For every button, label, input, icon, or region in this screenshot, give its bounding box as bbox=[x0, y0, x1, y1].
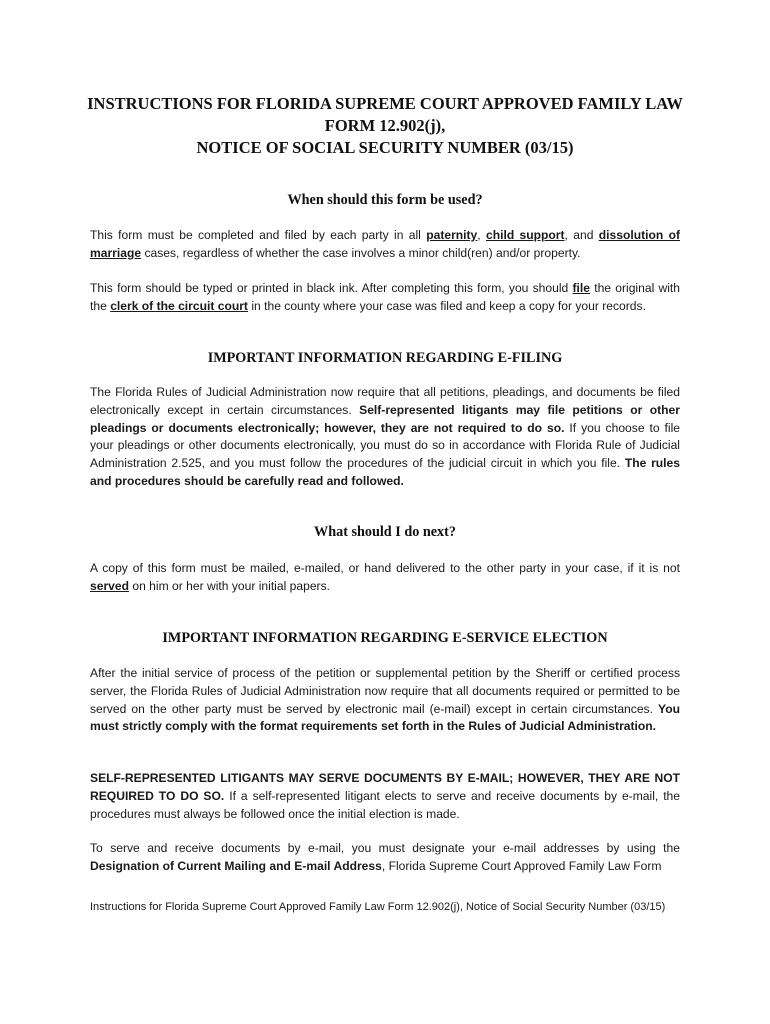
bold-text: Self-represented litigants may file petitions or other pleadings or documents electronically; however, they are not required to do so. bbox=[90, 402, 680, 435]
link-paternity[interactable]: paternity bbox=[426, 228, 478, 242]
bold-text: SELF-REPRESENTED LITIGANTS MAY SERVE DOCUMENTS BY E-MAIL; HOWEVER, THEY ARE NOT REQUIRED TO DO SO. bbox=[90, 771, 680, 803]
bold-text: You must strictly comply with the format requirements set forth in the Rules of Judicial Administration. bbox=[90, 701, 680, 734]
paragraph-what-next bbox=[90, 560, 680, 596]
text-span: After the initial service of process of the petition or supplemental petition by the Sheriff or certified process server, the Florida Rules of Judicial Administration now require that all documents required or permitted to be served on the other party must be served by electronic mail (e-mail) except in certain circumstances. bbox=[90, 666, 680, 716]
text-span: cases, regardless of whether the case involves a minor child(ren) and/or property. bbox=[141, 245, 581, 260]
text-span: If a self-represented litigant elects to serve and receive documents by e-mail, the procedures must always be followed once the initial election is made. bbox=[90, 788, 681, 821]
text-span: This form should be typed or printed in black ink. After completing this form, you should bbox=[90, 281, 573, 295]
text-span: The Florida Rules of Judicial Administration now require that all petitions, pleadings, and documents be filed electronically except in certain circumstances. bbox=[90, 385, 680, 417]
paragraph-eservice-2 bbox=[90, 770, 680, 823]
text-span: To serve and receive documents by e-mail, you must designate your e-mail addresses by using the bbox=[90, 841, 680, 855]
text-span: the original with the bbox=[90, 281, 680, 313]
document-title bbox=[60, 93, 710, 159]
text-span: in the county where your case was filed and keep a copy for your records. bbox=[247, 298, 646, 313]
paragraph-filing bbox=[90, 280, 680, 316]
text-span: , and bbox=[564, 228, 599, 242]
link-dissolution-of-marriage[interactable]: dissolution of marriage bbox=[90, 228, 680, 260]
heading-what-next: What should I do next? bbox=[314, 524, 456, 540]
page-footer: Instructions for Florida Supreme Court Approved Family Law Form 12.902(j), Notice of Social Security Number (03/15) bbox=[90, 901, 666, 913]
title-line-2: FORM 12.902(j), bbox=[324, 116, 446, 135]
paragraph-eservice-1 bbox=[90, 665, 680, 736]
link-child-support[interactable]: child support bbox=[485, 228, 565, 242]
heading-when-used: When should this form be used? bbox=[287, 192, 483, 208]
link-file[interactable]: file bbox=[572, 281, 590, 295]
paragraph-eservice-3 bbox=[90, 840, 680, 876]
paragraph-efiling bbox=[90, 384, 680, 491]
bold-text: Designation of Current Mailing and E-mail Address bbox=[90, 858, 382, 873]
paragraph-when-used bbox=[90, 227, 680, 263]
title-line-3: NOTICE OF SOCIAL SECURITY NUMBER (03/15) bbox=[196, 138, 574, 157]
text-span: A copy of this form must be mailed, e-mailed, or hand delivered to the other party in your case, if it is not bbox=[90, 561, 680, 575]
title-line-1: INSTRUCTIONS FOR FLORIDA SUPREME COURT APPROVED FAMILY LAW bbox=[87, 94, 683, 113]
link-clerk-of-circuit-court[interactable]: clerk of the circuit court bbox=[110, 298, 248, 313]
text-span: , Florida Supreme Court Approved Family Law Form bbox=[381, 858, 662, 873]
text-span: on him or her with your initial papers. bbox=[129, 578, 330, 593]
text-span: If you choose to file your pleadings or other documents electronically, you must do so in accordance with Florida Rule of Judicial Administration 2.525, and you must follow the procedures of the judicial circuit in which you file. bbox=[90, 420, 681, 471]
text-span: This form must be completed and filed by each party in all bbox=[90, 228, 427, 242]
link-served[interactable]: served bbox=[90, 578, 129, 593]
text-span: , bbox=[477, 228, 486, 242]
heading-eservice: IMPORTANT INFORMATION REGARDING E-SERVICE ELECTION bbox=[162, 630, 608, 646]
bold-text: The rules and procedures should be carefully read and followed. bbox=[90, 456, 680, 488]
heading-efiling: IMPORTANT INFORMATION REGARDING E-FILING bbox=[207, 350, 563, 366]
